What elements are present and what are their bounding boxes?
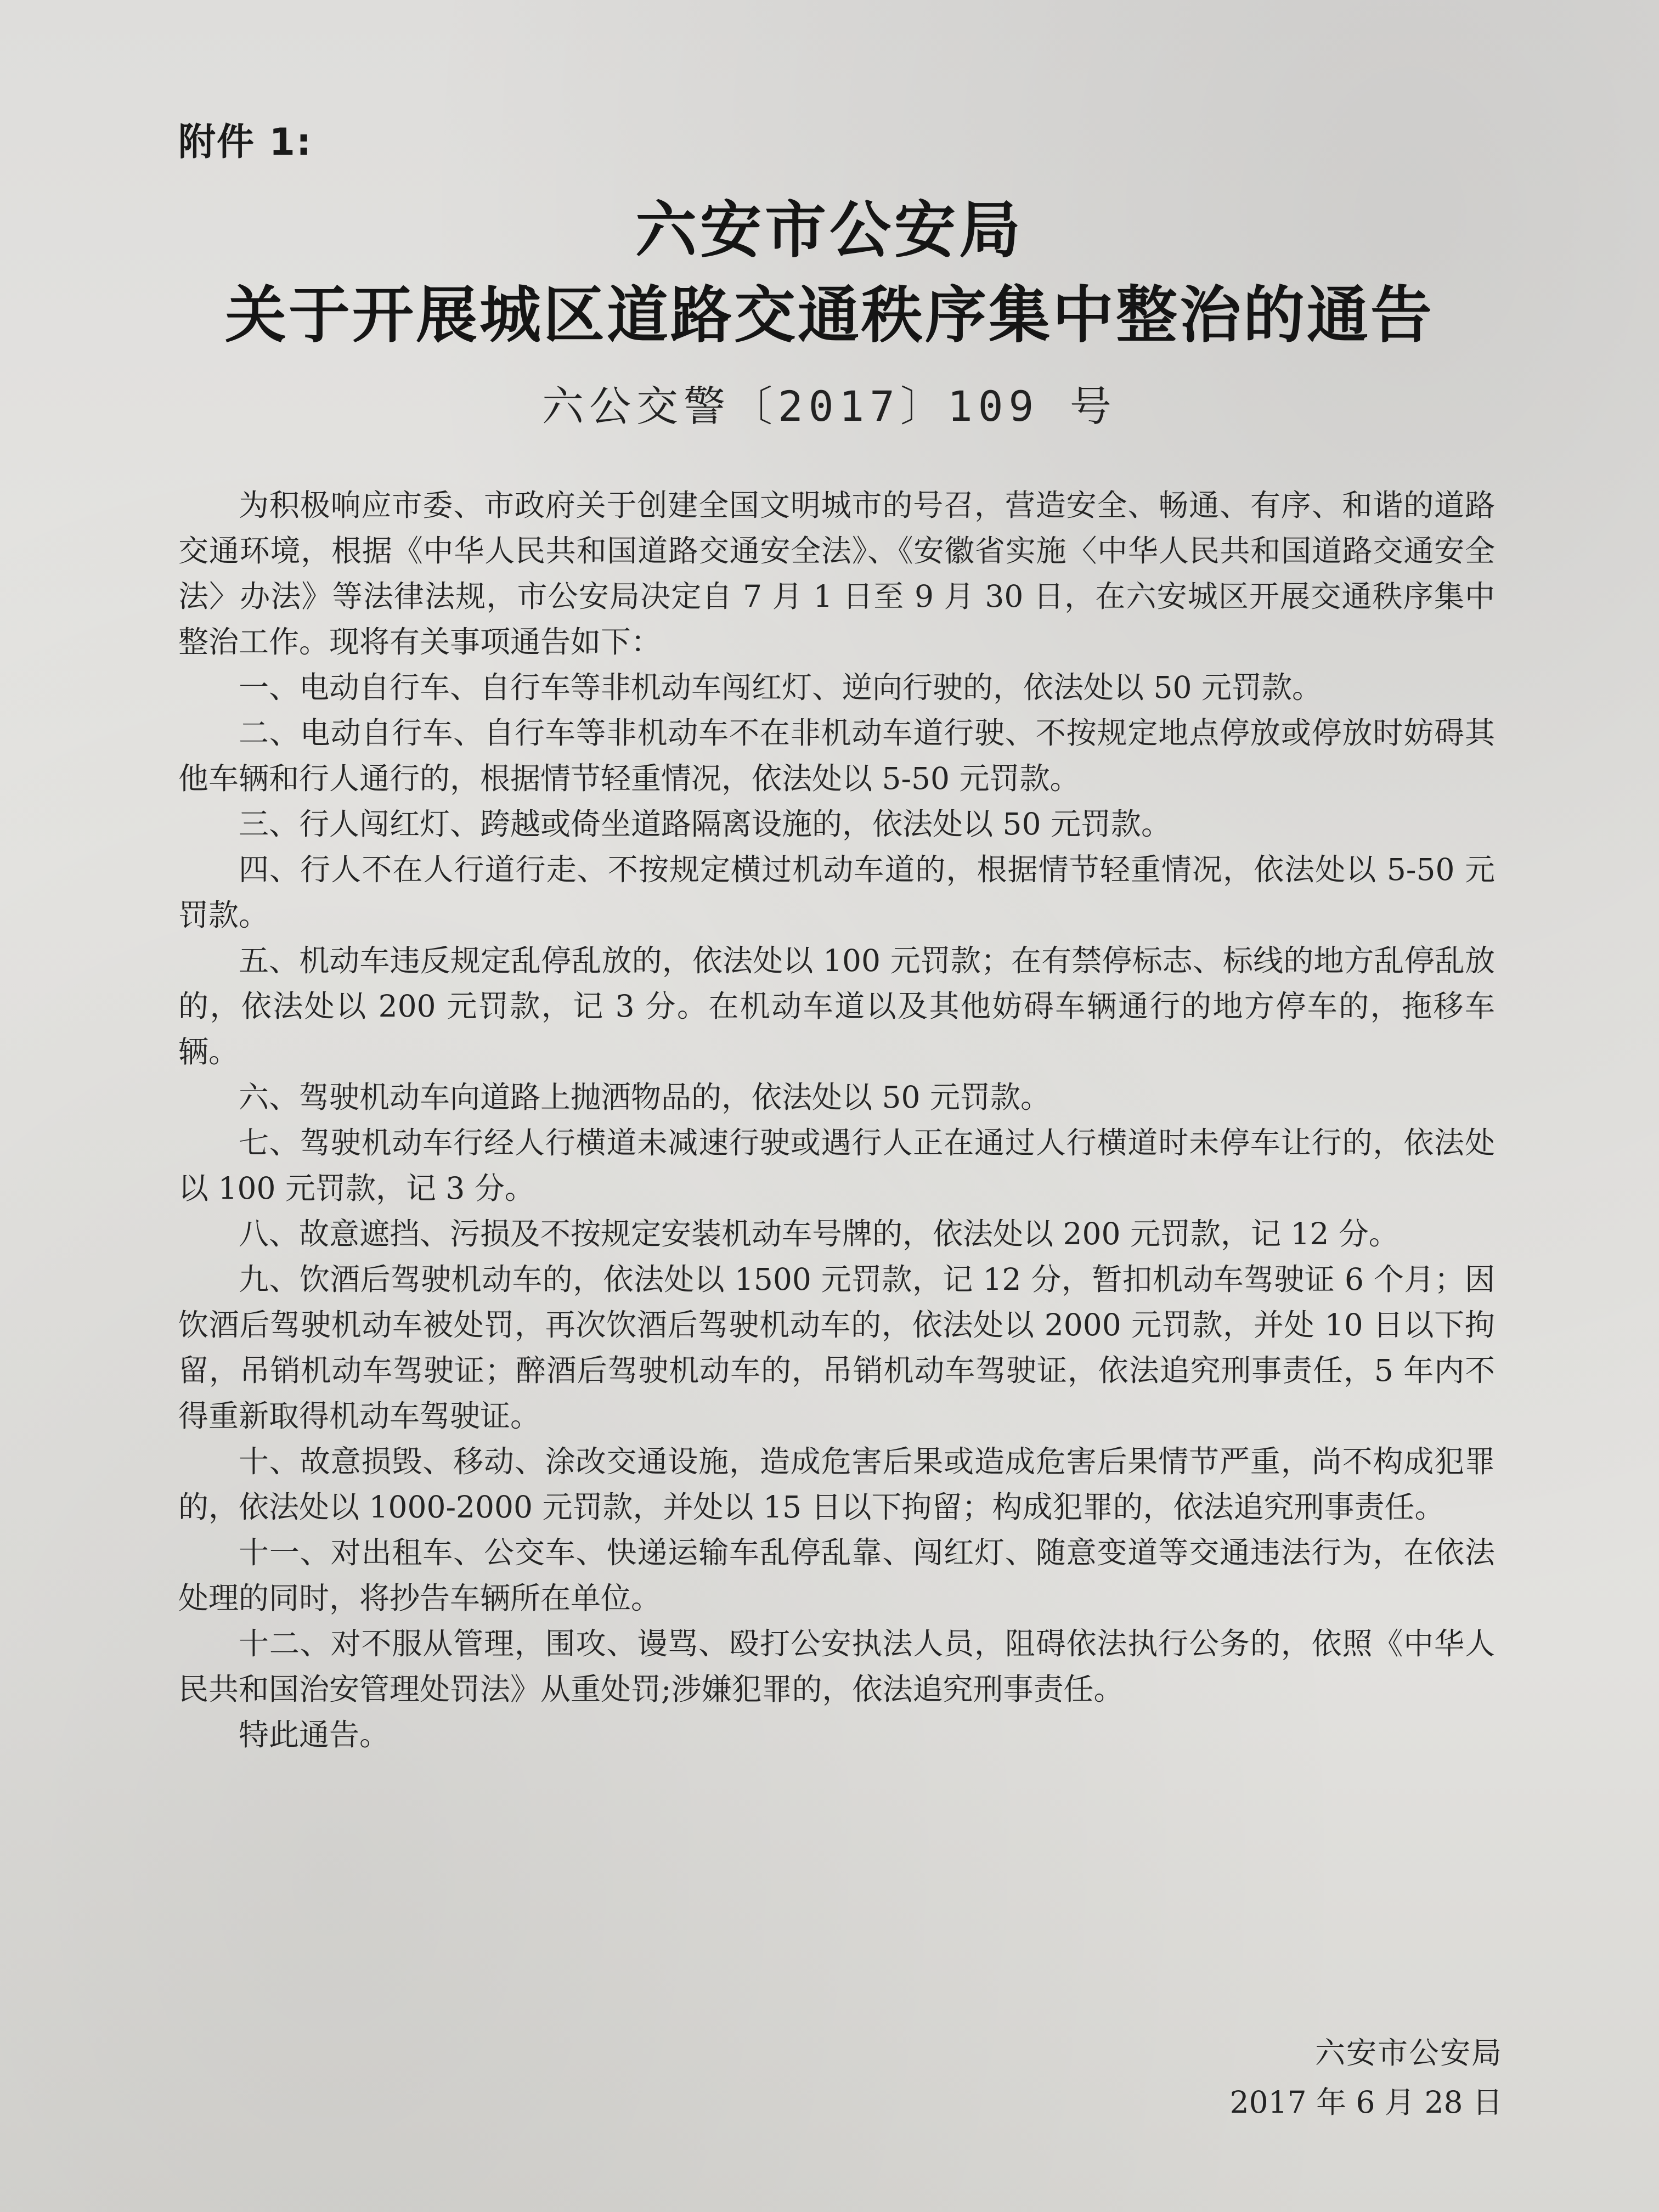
paragraph-item-4: 四、行人不在人行道行走、不按规定横过机动车道的，根据情节轻重情况，依法处以 5-50 元罚款。 <box>178 852 1495 933</box>
title-subject: 关于开展城区道路交通秩序集中整治的通告 <box>225 279 1434 351</box>
paragraph-item-2: 二、电动自行车、自行车等非机动车不在非机动车道行驶、不按规定地点停放或停放时妨碍其他车辆和行人通行的，根据情节轻重情况，依法处以 5-50 元罚款。 <box>178 715 1495 796</box>
paragraph-item-9: 九、饮酒后驾驶机动车的，依法处以 1500 元罚款，记 12 分，暂扣机动车驾驶证 6 个月；因饮酒后驾驶机动车被处罚，再次饮酒后驾驶机动车的，依法处以 2000 元罚款，并处 10 日以下拘留，吊销机动车驾驶证；醉酒后驾驶机动车的，吊销机动车驾驶证，依法追究刑事责任，5 年内不得重新取得机动车驾驶证。 <box>178 1262 1495 1434</box>
paragraph-item-6: 六、驾驶机动车向道路上抛洒物品的，依法处以 50 元罚款。 <box>239 1080 1051 1115</box>
paragraph-item-12: 十二、对不服从管理，围攻、谩骂、殴打公安执法人员，阻碍依法执行公务的，依照《中华人民共和国治安管理处罚法》从重处罚;涉嫌犯罪的，依法追究刑事责任。 <box>178 1626 1495 1707</box>
signature-organization: 六安市公安局 <box>1314 2035 1503 2070</box>
paragraph-item-8: 八、故意遮挡、污损及不按规定安装机动车号牌的，依法处以 200 元罚款，记 12 分。 <box>239 1216 1399 1251</box>
document-number: 六公交警〔2017〕109 号 <box>541 382 1118 431</box>
paragraph-item-3: 三、行人闯红灯、跨越或倚坐道路隔离设施的，依法处以 50 元罚款。 <box>239 806 1171 842</box>
signature-date: 2017 年 6 月 28 日 <box>1229 2085 1503 2120</box>
paragraph-item-7: 七、驾驶机动车行经人行横道未减速行驶或遇行人正在通过人行横道时未停车让行的，依法处以 100 元罚款，记 3 分。 <box>178 1125 1495 1206</box>
paragraph-item-10: 十、故意损毁、移动、涂改交通设施，造成危害后果或造成危害后果情节严重，尚不构成犯罪的，依法处以 1000-2000 元罚款，并处以 15 日以下拘留；构成犯罪的，依法追究刑事责任。 <box>178 1444 1495 1525</box>
notice-body <box>178 483 1495 1758</box>
title-issuer: 六安市公安局 <box>635 194 1024 266</box>
paragraph-closing: 特此通告。 <box>239 1717 390 1752</box>
paragraph-item-11: 十一、对出租车、公交车、快递运输车乱停乱靠、闯红灯、随意变道等交通违法行为，在依法处理的同时，将抄告车辆所在单位。 <box>178 1535 1495 1616</box>
attachment-label: 附件 1: <box>178 121 313 164</box>
paragraph-item-1: 一、电动自行车、自行车等非机动车闯红灯、逆向行驶的，依法处以 50 元罚款。 <box>239 670 1322 705</box>
paragraph-item-5: 五、机动车违反规定乱停乱放的，依法处以 100 元罚款；在有禁停标志、标线的地方乱停乱放的，依法处以 200 元罚款，记 3 分。在机动车道以及其他妨碍车辆通行的地方停车的，拖移车辆。 <box>178 943 1495 1069</box>
paragraph-intro: 为积极响应市委、市政府关于创建全国文明城市的号召，营造安全、畅通、有序、和谐的道路交通环境，根据《中华人民共和国道路交通安全法》、《安徽省实施〈中华人民共和国道路交通安全法〉办法》等法律法规，市公安局决定自 7 月 1 日至 9 月 30 日，在六安城区开展交通秩序集中整治工作。现将有关事项通告如下： <box>178 488 1495 659</box>
